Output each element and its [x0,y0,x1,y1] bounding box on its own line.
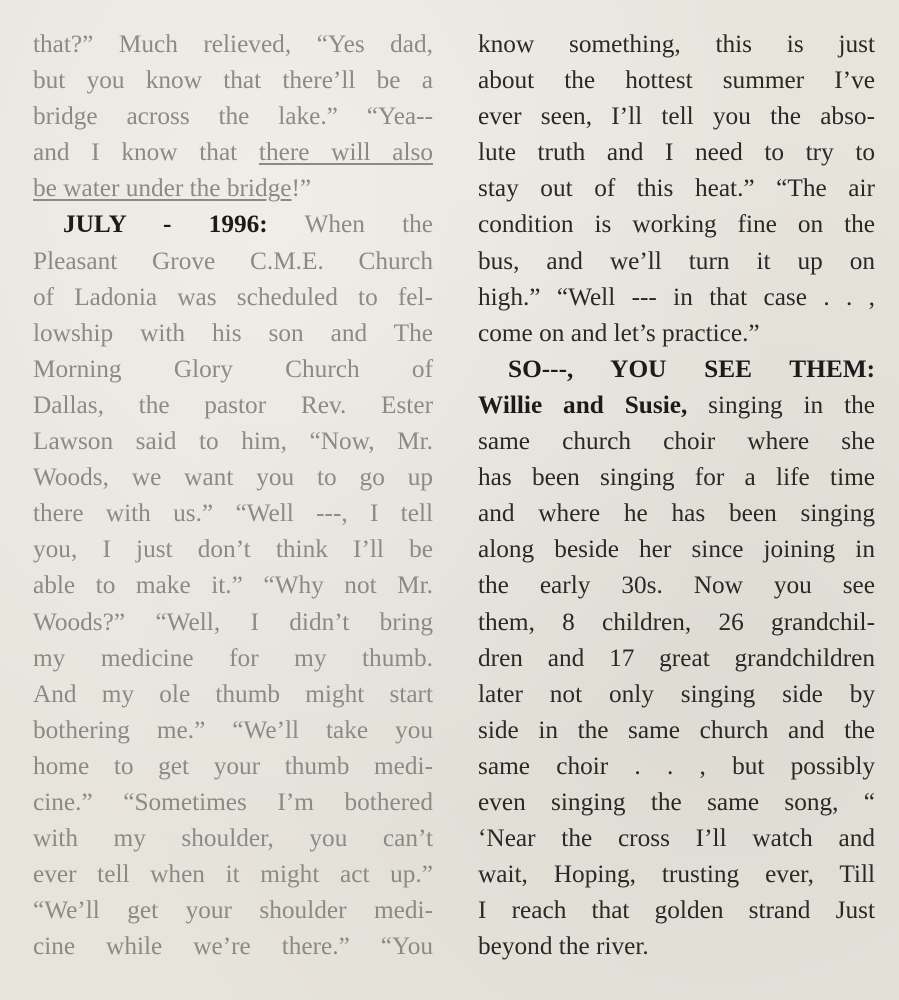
text-line [33,640,433,676]
text-line [33,856,433,892]
text-line [33,748,433,784]
line-text: that?” Much relieved, “Yes dad, [33,30,433,58]
text-line [33,170,433,206]
text-line [478,784,875,820]
line-text: about the hottest summer I’ve [478,66,875,95]
text-line [478,531,875,567]
bold-heading: SO---, YOU SEE THEM: [508,354,875,383]
line-text: come on and let’s practice.” [478,318,760,347]
text-line [33,531,433,567]
line-text: home to get your thumb medi- [33,751,433,780]
text-line [33,62,433,98]
line-text: able to make it.” “Why not Mr. [33,571,433,600]
text-line [33,243,433,279]
text-line [478,640,875,676]
text-line [33,423,433,459]
text-line [478,748,875,784]
line-text: has been singing for a life time [478,463,875,492]
bold-heading: Willie and Susie, [478,390,688,419]
line-text: know something, this is just [478,30,875,58]
text-line [478,243,875,279]
text-line [478,856,875,892]
line-text: bridge across the lake.” “Yea-- [33,102,433,131]
text-line [478,134,875,170]
line-text: “We’ll get your shoulder medi- [33,896,433,925]
text-line [478,820,875,856]
line-text: my medicine for my thumb. [33,643,433,672]
text-line [33,892,433,928]
text-line [33,134,433,170]
line-text: ever seen, I’ll tell you the abso- [478,102,875,131]
line-text: bothering me.” “We’ll take you [33,715,433,744]
line-text: ever tell when it might act up.” [33,860,433,889]
text-line [478,62,875,98]
text-line [478,98,875,134]
text-line [33,676,433,712]
text-line [33,315,433,351]
line-text: Pleasant Grove C.M.E. Church [33,246,433,275]
text-line [33,820,433,856]
line-text: cine while we’re there.” “You [33,932,433,961]
line-text: cine.” “Sometimes I’m bothered [33,787,433,816]
text-line [33,928,433,964]
text-line [478,423,875,459]
line-text: !” [291,174,312,203]
bold-heading: JULY - 1996: [63,210,268,239]
line-text: Morning Glory Church of [33,354,433,383]
text-line [478,892,875,928]
text-line [478,459,875,495]
text-line [478,928,875,964]
line-text: later not only singing side by [478,679,875,708]
left-column [33,26,433,964]
line-text: side in the same church and the [478,715,875,744]
text-line [33,784,433,820]
text-line [478,279,875,315]
line-text: singing in the [687,390,875,419]
text-line [478,567,875,603]
line-text: bus, and we’ll turn it up on [478,246,875,275]
text-line [478,495,875,531]
text-line [478,604,875,640]
line-text: Dallas, the pastor Rev. Ester [33,390,433,419]
line-text: them, 8 children, 26 grandchil- [478,607,875,636]
line-text: there with us.” “Well ---, I tell [33,499,433,528]
text-line [33,712,433,748]
line-text: ‘Near the cross I’ll watch and [478,824,875,853]
line-text: When the [267,210,434,239]
text-line [33,26,433,62]
text-line [478,351,875,387]
line-text: and I know that [33,138,259,167]
line-text: lute truth and I need to try to [478,138,875,167]
line-text: same church choir where she [478,427,875,456]
line-text: of Ladonia was scheduled to fel- [33,282,433,311]
text-line [478,387,875,423]
underlined-text: be water under the bridge [33,174,292,203]
line-text: Lawson said to him, “Now, Mr. [33,427,433,456]
line-text: same choir . . , but possibly [478,751,875,780]
text-line [478,206,875,242]
line-text: lowship with his son and The [33,318,433,347]
right-column [478,26,875,964]
line-text: Woods?” “Well, I didn’t bring [33,607,433,636]
line-text: stay out of this heat.” “The air [478,174,875,203]
text-line [478,712,875,748]
line-text: and where he has been singing [478,499,875,528]
text-line [33,604,433,640]
line-text: I reach that golden strand Just [478,896,875,925]
underlined-text: there will also [258,138,433,167]
text-line [33,495,433,531]
text-line [478,676,875,712]
line-text: but you know that there’ll be a [33,66,433,95]
line-text: you, I just don’t think I’ll be [33,535,433,564]
text-line [33,387,433,423]
line-text: wait, Hoping, trusting ever, Till [478,860,875,889]
text-line [33,459,433,495]
text-line [478,315,875,351]
line-text: high.” “Well --- in that case . . , [478,282,875,311]
line-text: along beside her since joining in [478,535,875,564]
text-line [33,206,433,242]
line-text: the early 30s. Now you see [478,571,875,600]
line-text: beyond the river. [478,932,649,961]
text-line [33,279,433,315]
line-text: condition is working fine on the [478,210,875,239]
line-text: even singing the same song, “ [478,787,875,816]
line-text: Woods, we want you to go up [33,463,433,492]
text-line [33,351,433,387]
text-line [33,98,433,134]
text-line [33,567,433,603]
text-line [478,26,875,62]
line-text: with my shoulder, you can’t [33,824,433,853]
line-text: And my ole thumb might start [33,679,433,708]
text-line [478,170,875,206]
line-text: dren and 17 great grandchildren [478,643,875,672]
